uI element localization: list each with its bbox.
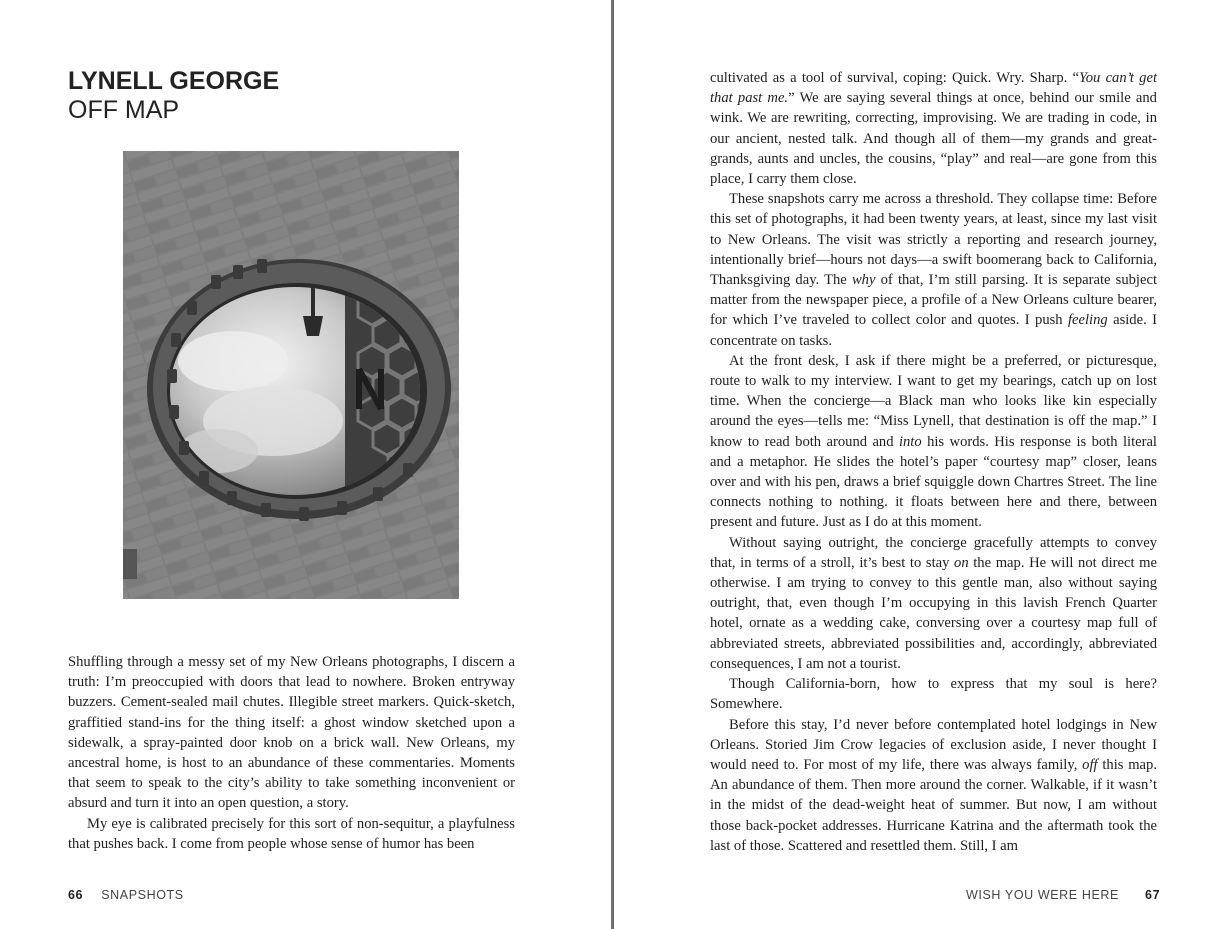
author-name: LYNELL GEORGE [68,67,280,95]
paragraph: cultivated as a tool of survival, coping: Quick. Wry. Sharp. “You can’t get that past me.” We are saying several things at once, behind our smile and wink. We are rewriting, correcting, improvising. We are trading in code, in our ancient, nested talk. And though all of them—my grands and great-grands, aunts and uncles, the cousins, “play” and real—are gone from this place, I carry them close. [710,70,1157,188]
chapter-title: OFF MAP [68,96,180,124]
italic-text: why [851,272,876,289]
page-number: 67 [1145,888,1161,902]
body-text-left [68,652,515,854]
page-footer-left [68,888,184,902]
paragraph: Before this stay, I’d never before contemplated hotel lodgings in New Orleans. Storied Jim Crow legacies of exclusion aside, I never thought I would need to. For most of my life, there was always family, off this map. An abundance of them. Then more around the corner. Walkable, if it wasn’t in the midst of the dead-weight heat of summer. But now, I am without those back-pocket addresses. Hurricane Katrina and the aftermath took the last of those. Scattered and resettled them. Still, I am [710,716,1157,854]
paragraph: These snapshots carry me across a threshold. They collapse time: Before this set of photographs, it had been twenty years, at least, since my last visit to New Orleans. The visit was strictly a reporting and research journey, intentionally brief—hours not days—a swift boomerang back to California, Thanksgiving day. The why of that, I’m still parsing. It is separate subject matter from the newspaper piece, a profile of a New Orleans culture bearer, for which I’ve traveled to collect color and quotes. I push feeling aside. I concentrate on tasks. [710,191,1157,349]
italic-text: into [898,433,922,450]
manhole-cover-photo [123,151,459,599]
left-page [0,0,612,929]
page-footer-right [966,888,1160,902]
italic-text: feeling [1067,312,1108,329]
paragraph: At the front desk, I ask if there might be a preferred, or picturesque, route to walk to my interview. I want to get my bearings, catch up on lost time. When the concierge—a Black man who looks like kin especially around the eyes—tells me: “Miss Lynell, that destination is off the map.” I know to read both around and into his words. His response is both literal and a metaphor. He slides the hotel’s paper “courtesy map” closer, leans over and with his pen, draws a brief squiggle down Chartres Street. The line connects nothing to nothing. it floats between here and there, between present and future. Just as I do at this moment. [710,352,1157,531]
paragraph: My eye is calibrated precisely for this sort of non-sequitur, a playfulness that pushes back. I come from people whose sense of humor has been [68,815,515,852]
paragraph: Without saying outright, the concierge gracefully attempts to convey that, in terms of a stroll, it’s best to stay on the map. He will not direct me otherwise. I am trying to convey to this gentle man, also without saying outright, that, even though I’m occupying in this lavish French Quarter hotel, ornate as a wedding cake, conversing over a courtesy map full of abbreviated streets, abbreviated possibilities and, accordingly, abbreviated consequences, I am not a tourist. [710,534,1157,672]
right-page [614,0,1227,929]
italic-text: You can’t get that past me. [710,70,1157,107]
paragraph: Shuffling through a messy set of my New Orleans photographs, I discern a truth: I’m preoccupied with doors that lead to nowhere. Broken entryway buzzers. Cement-sealed mail chutes. Illegible street markers. Quick-sketch, graffitied stand-ins for the thing itself: a ghost window sketched upon a sidewalk, a spray-painted door knob on a brick wall. New Orleans, my ancestral home, is host to an abundance of these commentaries. Moments that seem to speak to the city’s ability to take something inconvenient or absurd and turn it into an open question, a story. [68,654,515,812]
running-head: SNAPSHOTS [101,888,184,902]
italic-text: off [1082,756,1098,773]
running-head: WISH YOU WERE HERE [966,888,1119,902]
body-text-right [710,68,1157,856]
paragraph: Though California-born, how to express that my soul is here? Somewhere. [710,676,1157,713]
page-number: 66 [68,888,84,902]
italic-text: on [954,554,969,571]
